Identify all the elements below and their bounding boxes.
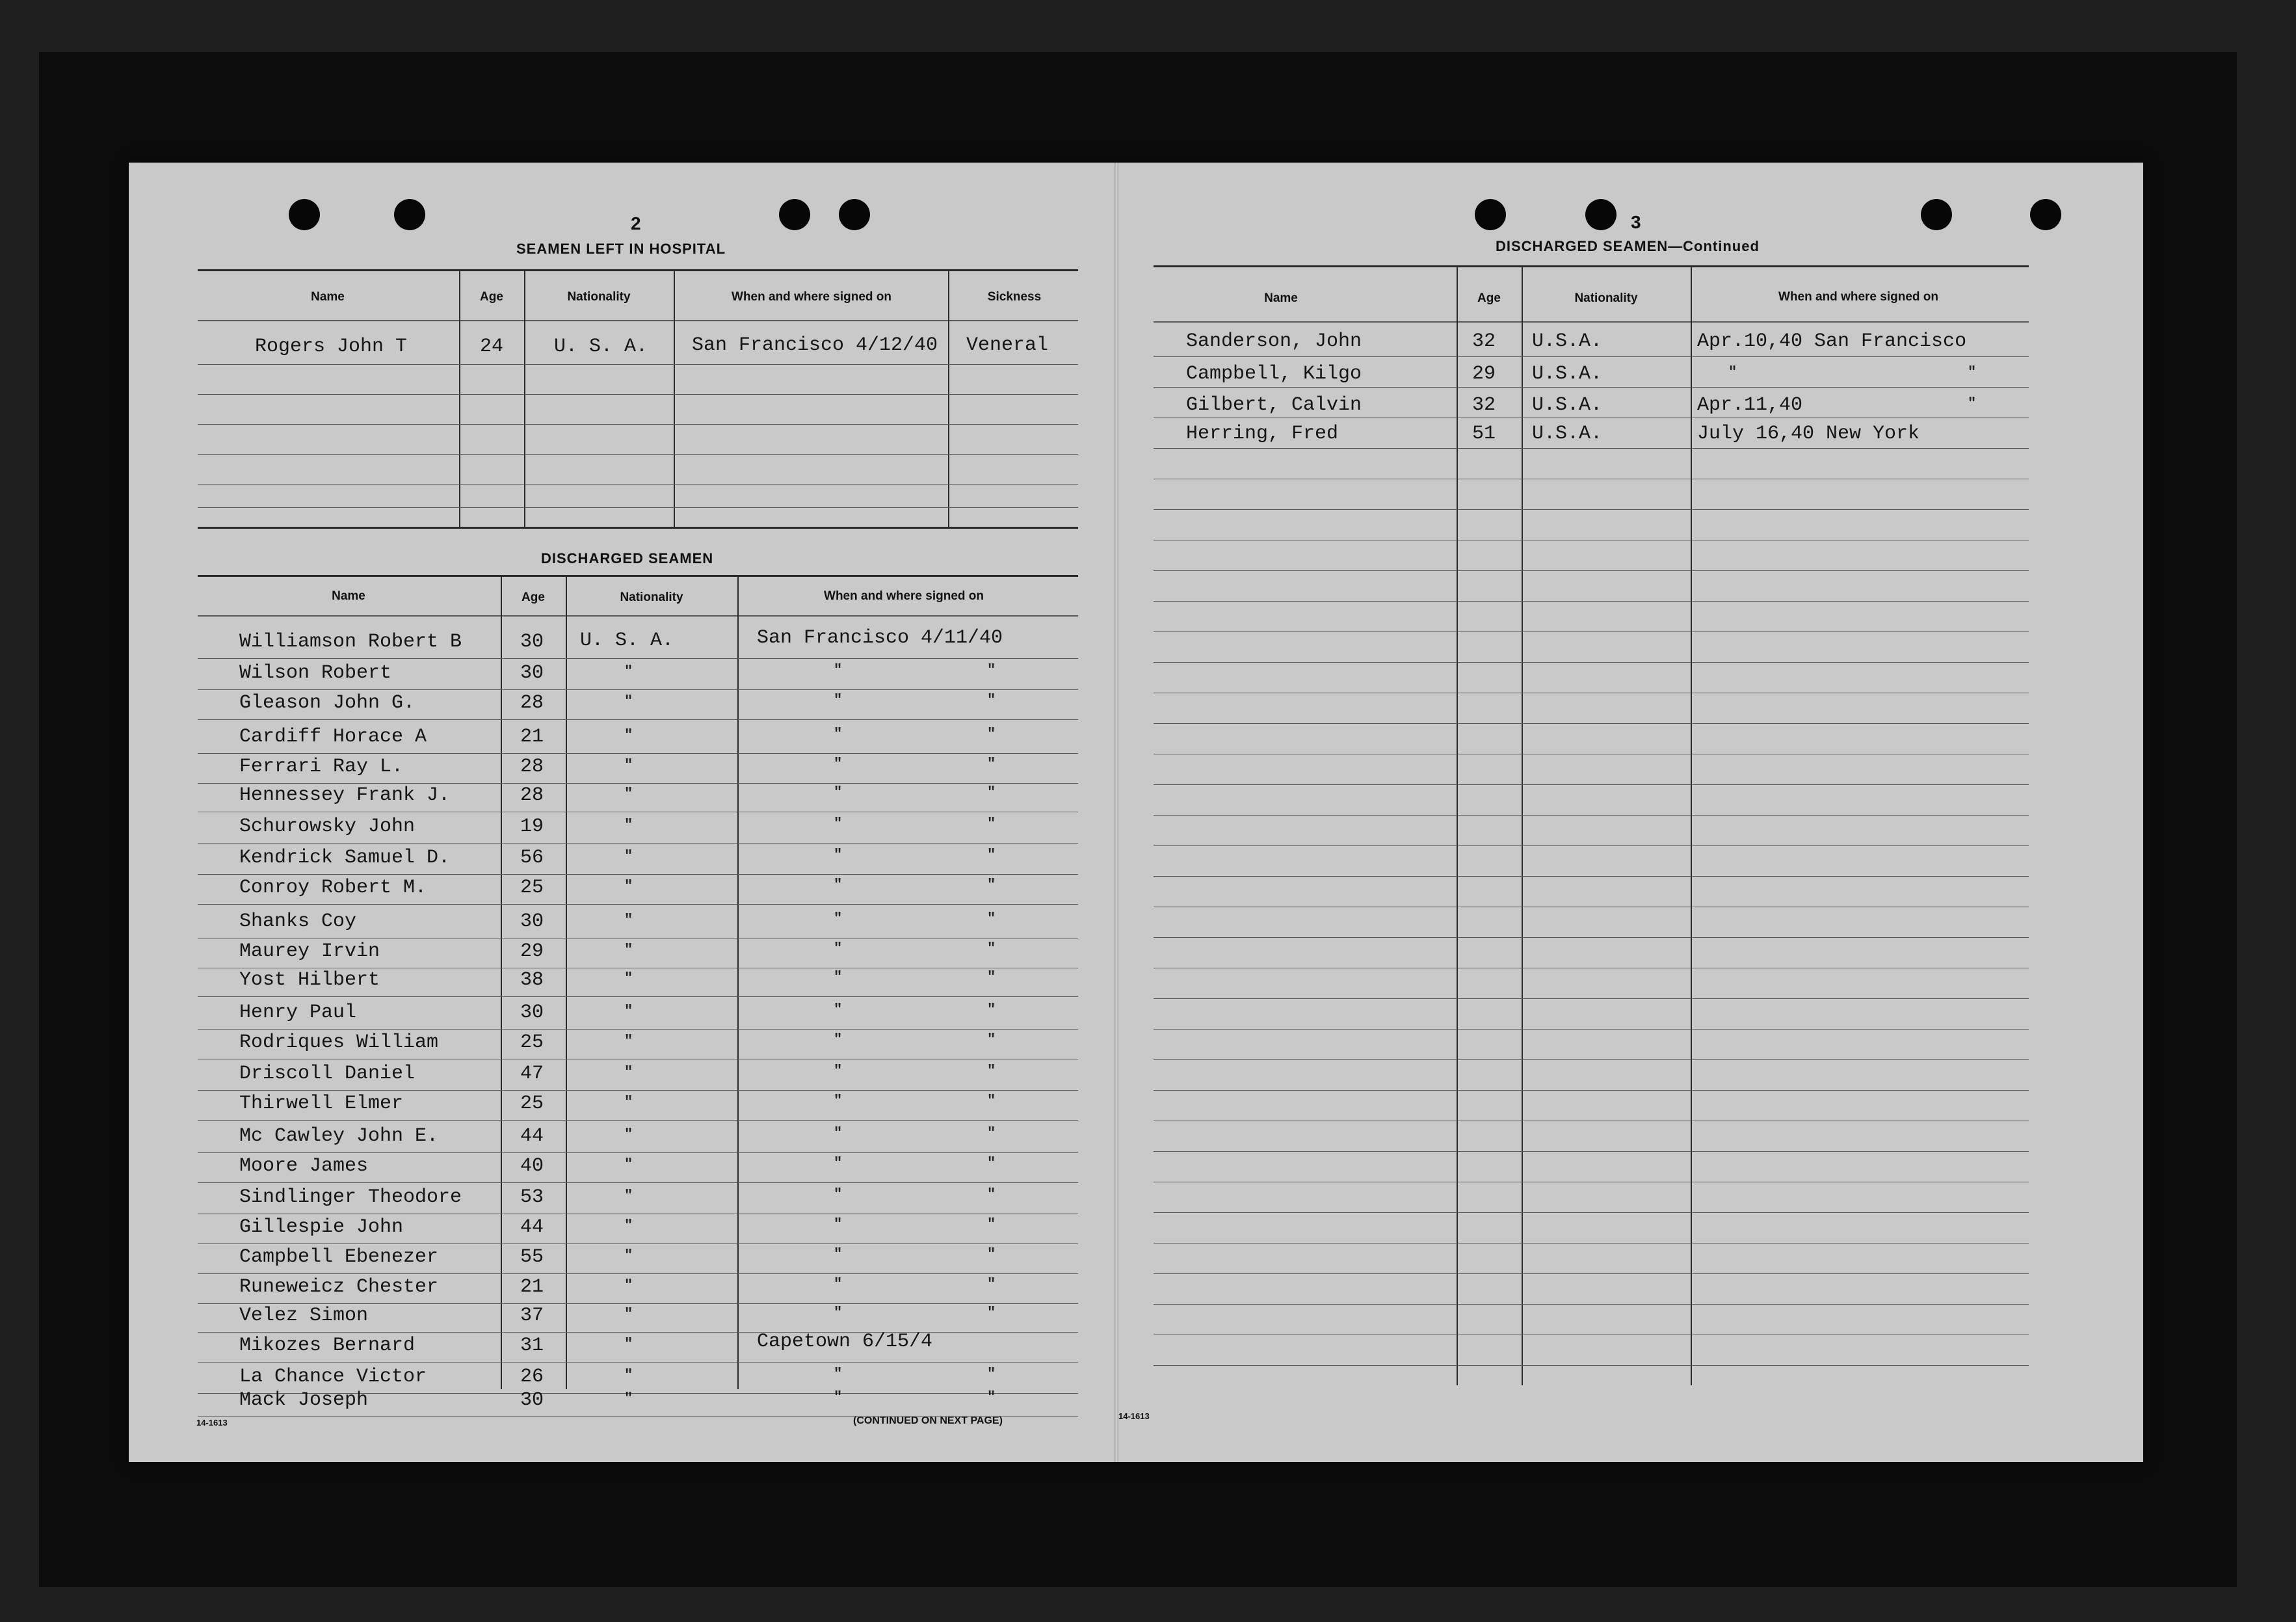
ditto-mark: " xyxy=(1968,364,1977,380)
column-header: Nationality xyxy=(567,290,631,304)
signed-on: July 16,40 New York xyxy=(1697,423,1920,445)
seaman-name: Schurowsky John xyxy=(239,816,416,838)
seaman-name: Campbell, Kilgo xyxy=(1186,363,1362,385)
ditto-mark: " xyxy=(624,693,633,710)
ditto-mark: " xyxy=(624,1306,633,1322)
ruled-line xyxy=(198,1243,1078,1244)
ditto-mark: " xyxy=(1968,395,1977,412)
ruled-line xyxy=(198,1273,1078,1274)
ditto-mark: " xyxy=(834,1093,843,1109)
ditto-mark: " xyxy=(834,784,843,801)
ditto-mark: " xyxy=(624,1033,633,1049)
ditto-mark: " xyxy=(834,1186,843,1203)
ruled-line xyxy=(198,658,1078,659)
seaman-age: 30 xyxy=(520,911,544,933)
ruled-line xyxy=(198,484,1078,485)
seaman-name: Velez Simon xyxy=(239,1305,369,1327)
signed-on: San Francisco 4/12/40 xyxy=(692,334,938,356)
continued-note: (CONTINUED ON NEXT PAGE) xyxy=(853,1415,1003,1426)
ruled-line xyxy=(1154,509,2029,510)
column-header: Age xyxy=(1477,291,1501,305)
column-header: Name xyxy=(1264,291,1298,305)
seaman-nationality: U. S. A. xyxy=(580,630,674,652)
ditto-mark: " xyxy=(624,663,633,680)
seaman-nationality: U.S.A. xyxy=(1532,423,1603,445)
seaman-name: Mack Joseph xyxy=(239,1389,369,1411)
ditto-mark: " xyxy=(624,786,633,802)
ditto-mark: " xyxy=(987,1305,996,1321)
seaman-age: 56 xyxy=(520,847,544,869)
ruled-line xyxy=(198,904,1078,905)
ditto-mark: " xyxy=(624,1156,633,1173)
seaman-age: 28 xyxy=(520,784,544,806)
seaman-name: Driscoll Daniel xyxy=(239,1063,416,1085)
ruled-line xyxy=(1154,1029,2029,1030)
ditto-mark: " xyxy=(987,1002,996,1018)
hospital-section-title: SEAMEN LEFT IN HOSPITAL xyxy=(516,241,726,257)
seaman-age: 19 xyxy=(520,816,544,838)
seaman-name: Moore James xyxy=(239,1155,369,1177)
ditto-mark: " xyxy=(834,847,843,863)
continued-section-title: DISCHARGED SEAMEN—Continued xyxy=(1496,238,1760,254)
ditto-mark: " xyxy=(987,1276,996,1292)
ruled-line xyxy=(1154,876,2029,877)
seaman-name: Campbell Ebenezer xyxy=(239,1246,439,1268)
ditto-mark: " xyxy=(834,692,843,708)
ditto-mark: " xyxy=(834,1366,843,1382)
seaman-age: 30 xyxy=(520,1389,544,1411)
signed-on: Apr.10,40 San Francisco xyxy=(1697,330,1967,352)
document-sheet xyxy=(129,163,2143,1462)
table-rule xyxy=(198,615,1078,617)
seaman-name: Sindlinger Theodore xyxy=(239,1186,462,1208)
seaman-name: Rodriques William xyxy=(239,1031,439,1054)
discharged-section-title: DISCHARGED SEAMEN xyxy=(541,550,714,566)
column-header: Name xyxy=(311,290,345,304)
ditto-mark: " xyxy=(624,1188,633,1204)
column-header: Age xyxy=(480,290,503,304)
ruled-line xyxy=(198,454,1078,455)
seaman-nationality: U.S.A. xyxy=(1532,330,1603,352)
seaman-age: 31 xyxy=(520,1335,544,1357)
column-divider xyxy=(948,271,949,527)
ditto-mark: " xyxy=(624,757,633,773)
ditto-mark: " xyxy=(987,969,996,985)
ruled-line xyxy=(1154,998,2029,999)
right-page xyxy=(1118,163,2143,1462)
seaman-nationality: U.S.A. xyxy=(1532,394,1603,416)
seaman-nationality: U.S.A. xyxy=(1532,363,1603,385)
signed-on: San Francisco 4/11/40 xyxy=(757,627,1003,649)
column-divider xyxy=(566,576,567,1389)
ruled-line xyxy=(1154,387,2029,388)
page-number: 2 xyxy=(631,213,641,233)
ruled-line xyxy=(198,364,1078,365)
seaman-age: 47 xyxy=(520,1063,544,1085)
ruled-line xyxy=(198,1152,1078,1153)
ditto-mark: " xyxy=(624,1094,633,1110)
column-header: Nationality xyxy=(1574,291,1638,305)
ditto-mark: " xyxy=(624,1003,633,1019)
seaman-name: La Chance Victor xyxy=(239,1366,427,1388)
seaman-age: 30 xyxy=(520,662,544,684)
seaman-name: Ferrari Ray L. xyxy=(239,756,404,778)
ditto-mark: " xyxy=(987,816,996,832)
ditto-mark: " xyxy=(834,1305,843,1321)
seaman-age: 24 xyxy=(480,336,504,358)
ditto-mark: " xyxy=(987,756,996,772)
ditto-mark: " xyxy=(987,940,996,957)
seaman-age: 30 xyxy=(520,631,544,653)
seaman-age: 25 xyxy=(520,1093,544,1115)
seaman-name: Mc Cawley John E. xyxy=(239,1125,439,1147)
seaman-name: Yost Hilbert xyxy=(239,969,380,991)
form-code: 14-1613 xyxy=(196,1418,228,1428)
seaman-name: Hennessey Frank J. xyxy=(239,784,451,806)
ditto-mark: " xyxy=(987,1063,996,1079)
ruled-line xyxy=(198,843,1078,844)
column-header: Nationality xyxy=(620,591,683,604)
column-divider xyxy=(737,576,739,1389)
ditto-mark: " xyxy=(834,969,843,985)
ditto-mark: " xyxy=(987,662,996,678)
ditto-mark: " xyxy=(624,727,633,743)
ruled-line xyxy=(1154,1151,2029,1152)
seaman-age: 51 xyxy=(1472,423,1496,445)
ruled-line xyxy=(1154,1273,2029,1274)
ditto-mark: " xyxy=(987,1186,996,1203)
seaman-age: 29 xyxy=(520,940,544,963)
seaman-name: Thirwell Elmer xyxy=(239,1093,404,1115)
column-header: Name xyxy=(332,589,365,603)
ruled-line xyxy=(198,783,1078,784)
ditto-mark: " xyxy=(987,784,996,801)
ditto-mark: " xyxy=(834,726,843,742)
table-rule xyxy=(198,527,1078,529)
ruled-line xyxy=(1154,1365,2029,1366)
seaman-name: Cardiff Horace A xyxy=(239,726,427,748)
seaman-age: 26 xyxy=(520,1366,544,1388)
ditto-mark: " xyxy=(624,912,633,928)
seaman-age: 29 xyxy=(1472,363,1496,385)
column-divider xyxy=(1522,267,1523,1385)
seaman-age: 25 xyxy=(520,1031,544,1054)
seaman-age: 44 xyxy=(520,1216,544,1238)
ruled-line xyxy=(1154,1059,2029,1060)
ditto-mark: " xyxy=(834,1216,843,1232)
ditto-mark: " xyxy=(987,1246,996,1262)
ditto-mark: " xyxy=(987,1366,996,1382)
seaman-age: 32 xyxy=(1472,330,1496,352)
ditto-mark: " xyxy=(624,970,633,987)
ruled-line xyxy=(1154,448,2029,449)
ditto-mark: " xyxy=(624,1247,633,1264)
ditto-mark: " xyxy=(624,1367,633,1383)
seaman-age: 53 xyxy=(520,1186,544,1208)
ditto-mark: " xyxy=(624,942,633,958)
ruled-line xyxy=(198,424,1078,425)
ruled-line xyxy=(198,1332,1078,1333)
ruled-line xyxy=(1154,723,2029,724)
ditto-mark: " xyxy=(834,662,843,678)
seaman-age: 44 xyxy=(520,1125,544,1147)
ditto-mark: " xyxy=(834,1063,843,1079)
seaman-name: Shanks Coy xyxy=(239,911,357,933)
ruled-line xyxy=(1154,1212,2029,1213)
seaman-name: Herring, Fred xyxy=(1186,423,1339,445)
ditto-mark: " xyxy=(987,911,996,927)
seaman-age: 40 xyxy=(520,1155,544,1177)
seaman-name: Wilson Robert xyxy=(239,662,392,684)
ditto-mark: " xyxy=(624,1390,633,1407)
seaman-age: 30 xyxy=(520,1002,544,1024)
page-number: 3 xyxy=(1631,212,1641,232)
seaman-name: Maurey Irvin xyxy=(239,940,380,963)
seaman-name: Gillespie John xyxy=(239,1216,404,1238)
seaman-name: Henry Paul xyxy=(239,1002,357,1024)
ditto-mark: " xyxy=(834,1125,843,1141)
ruled-line xyxy=(198,507,1078,508)
seaman-age: 25 xyxy=(520,877,544,899)
ditto-mark: " xyxy=(987,1155,996,1171)
seaman-age: 28 xyxy=(520,756,544,778)
ditto-mark: " xyxy=(987,1093,996,1109)
column-header: When and where signed on xyxy=(732,290,891,304)
ditto-mark: " xyxy=(624,1217,633,1234)
column-divider xyxy=(501,576,502,1389)
ditto-mark: " xyxy=(987,726,996,742)
column-divider xyxy=(524,271,525,527)
seaman-name: Rogers John T xyxy=(255,336,408,358)
seaman-age: 21 xyxy=(520,1276,544,1298)
ruled-line xyxy=(198,719,1078,720)
ruled-line xyxy=(1154,601,2029,602)
seaman-age: 21 xyxy=(520,726,544,748)
ruled-line xyxy=(1154,662,2029,663)
seaman-name: Gleason John G. xyxy=(239,692,416,714)
table-rule xyxy=(198,269,1078,271)
ditto-mark: " xyxy=(834,1389,843,1405)
ditto-mark: " xyxy=(987,1216,996,1232)
seaman-age: 28 xyxy=(520,692,544,714)
column-divider xyxy=(1457,267,1458,1385)
seaman-name: Runeweicz Chester xyxy=(239,1276,439,1298)
column-divider xyxy=(674,271,675,527)
seaman-name: Mikozes Bernard xyxy=(239,1335,416,1357)
ruled-line xyxy=(198,1120,1078,1121)
ditto-mark: " xyxy=(834,1002,843,1018)
ditto-mark: " xyxy=(987,847,996,863)
signed-on: Capetown 6/15/4 xyxy=(757,1331,933,1353)
seaman-age: 38 xyxy=(520,969,544,991)
ruled-line xyxy=(1154,1090,2029,1091)
ruled-line xyxy=(198,874,1078,875)
column-header: Sickness xyxy=(987,290,1042,304)
seaman-name: Conroy Robert M. xyxy=(239,877,427,899)
ruled-line xyxy=(198,394,1078,395)
ruled-line xyxy=(198,1090,1078,1091)
ditto-mark: " xyxy=(624,817,633,833)
signed-on: Apr.11,40 xyxy=(1697,394,1803,416)
form-code: 14-1613 xyxy=(1118,1411,1150,1421)
ditto-mark: " xyxy=(624,1336,633,1352)
ditto-mark: " xyxy=(834,816,843,832)
ditto-mark: " xyxy=(834,756,843,772)
ruled-line xyxy=(198,1303,1078,1304)
ditto-mark: " xyxy=(624,1126,633,1143)
ditto-mark: " xyxy=(987,1389,996,1405)
seaman-age: 37 xyxy=(520,1305,544,1327)
ditto-mark: " xyxy=(987,692,996,708)
ditto-mark: " xyxy=(1728,364,1737,380)
ruled-line xyxy=(198,1029,1078,1030)
table-rule xyxy=(1154,265,2029,267)
sickness: Veneral xyxy=(966,334,1049,356)
ditto-mark: " xyxy=(834,877,843,893)
ruled-line xyxy=(198,689,1078,690)
ruled-line xyxy=(1154,815,2029,816)
ditto-mark: " xyxy=(987,1031,996,1048)
ditto-mark: " xyxy=(624,878,633,894)
table-rule xyxy=(198,575,1078,577)
table-rule xyxy=(198,320,1078,321)
column-divider xyxy=(1691,267,1692,1385)
ditto-mark: " xyxy=(834,1246,843,1262)
ditto-mark: " xyxy=(987,1125,996,1141)
ditto-mark: " xyxy=(624,848,633,864)
ruled-line xyxy=(198,1182,1078,1183)
ruled-line xyxy=(198,996,1078,997)
seaman-name: Sanderson, John xyxy=(1186,330,1362,352)
ruled-line xyxy=(1154,937,2029,938)
ditto-mark: " xyxy=(624,1277,633,1294)
ruled-line xyxy=(1154,845,2029,846)
ruled-line xyxy=(1154,570,2029,571)
seaman-name: Williamson Robert B xyxy=(239,631,462,653)
ditto-mark: " xyxy=(834,911,843,927)
ditto-mark: " xyxy=(987,877,996,893)
seaman-name: Gilbert, Calvin xyxy=(1186,394,1362,416)
seaman-name: Kendrick Samuel D. xyxy=(239,847,451,869)
ditto-mark: " xyxy=(624,1064,633,1080)
table-rule xyxy=(1154,321,2029,323)
ruled-line xyxy=(1154,784,2029,785)
ruled-line xyxy=(198,753,1078,754)
column-divider xyxy=(459,271,460,527)
column-header: When and where signed on xyxy=(1778,290,1938,304)
ruled-line xyxy=(1154,1304,2029,1305)
column-header: Age xyxy=(521,591,545,604)
seaman-age: 55 xyxy=(520,1246,544,1268)
ruled-line xyxy=(1154,356,2029,357)
ditto-mark: " xyxy=(834,1276,843,1292)
seaman-nationality: U. S. A. xyxy=(554,336,648,358)
ditto-mark: " xyxy=(834,940,843,957)
column-header: When and where signed on xyxy=(824,589,984,603)
seaman-age: 32 xyxy=(1472,394,1496,416)
ditto-mark: " xyxy=(834,1031,843,1048)
left-page xyxy=(129,163,1115,1462)
ruled-line xyxy=(198,1362,1078,1363)
ditto-mark: " xyxy=(834,1155,843,1171)
